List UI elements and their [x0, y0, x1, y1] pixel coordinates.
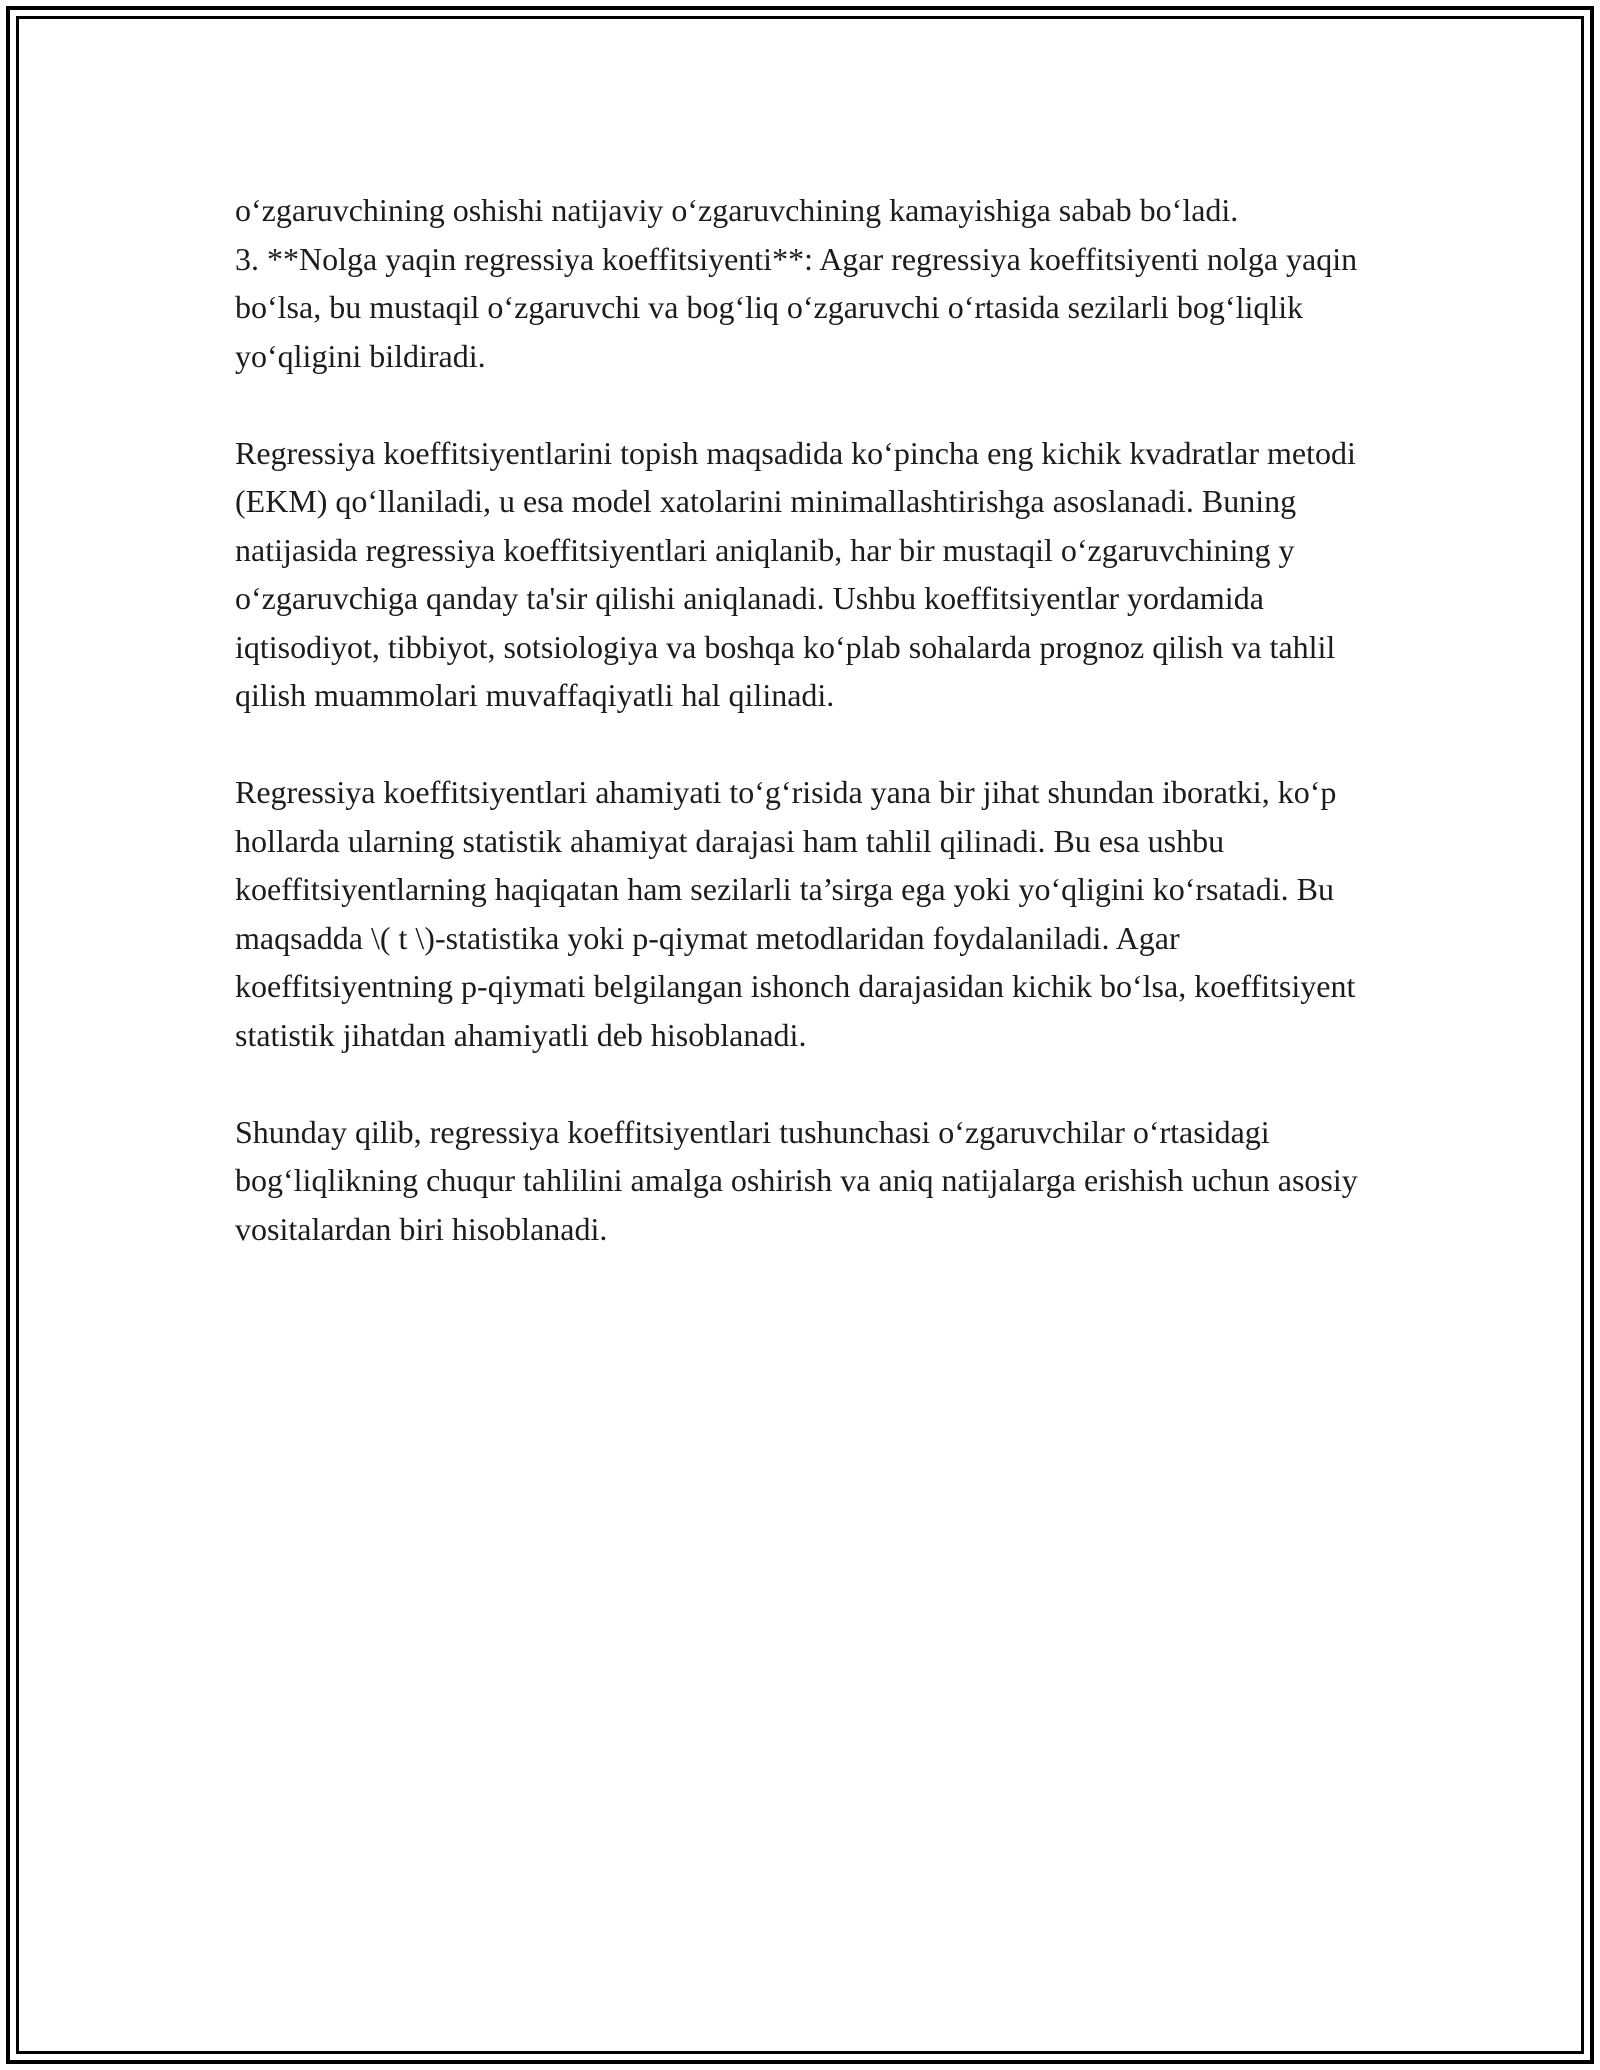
paragraph-ekm-method: Regressiya koeffitsiyentlarini topish maqsadida ko‘pincha eng kichik kvadratlar metodi (EKM) qo‘llaniladi, u esa model xatolarini minimallashtirishga asoslanadi. Buning natijasida regressiya koeffitsiyentlari aniqlanib, har bir mustaqil o‘zgaruvchining y o‘zgaruvchiga qanday ta'sir qilishi aniqlanadi. Ushbu koeffitsiyentlar yordamida iqtisodiyot, tibbiyot, sotsiologiya va boshqa ko‘plab sohalarda prognoz qilish va tahlil qilish muammolari muvaffaqiyatli hal qilinadi. [235, 434, 1356, 713]
paragraph-conclusion: Shunday qilib, regressiya koeffitsiyentlari tushunchasi o‘zgaruvchilar o‘rtasidagi bog‘liqlikning chuqur tahlilini amalga oshirish va aniq natijalarga erishish uchun asosiy vositalardan biri hisoblanadi. [235, 1113, 1358, 1247]
continuation-text: o‘zgaruvchining oshishi natijaviy o‘zgaruvchining kamayishiga sabab bo‘ladi. [235, 192, 1239, 228]
paragraph-statistical-significance: Regressiya koeffitsiyentlari ahamiyati to‘g‘risida yana bir jihat shundan iboratki, ko‘p hollarda ularning statistik ahamiyat darajasi ham tahlil qilinadi. Bu esa ushbu koeffitsiyentlarning haqiqatan ham sezilarli ta’sirga ega yoki yo‘qligini ko‘rsatadi. Bu maqsadda \( t \)-statistika yoki p-qiymat metodlaridan foydalaniladi. Agar koeffitsiyentning p-qiymati belgilangan ishonch darajasidan kichik bo‘lsa, koeffitsiyent statistik jihatdan ahamiyatli deb hisoblanadi. [235, 774, 1356, 1053]
document-body [235, 186, 1380, 1253]
list-item-3: 3. **Nolga yaqin regressiya koeffitsiyenti**: Agar regressiya koeffitsiyenti nolga yaqin bo‘lsa, bu mustaqil o‘zgaruvchi va bog‘liq o‘zgaruvchi o‘rtasida sezilarli bog‘liqlik yo‘qligini bildiradi. [235, 240, 1358, 374]
